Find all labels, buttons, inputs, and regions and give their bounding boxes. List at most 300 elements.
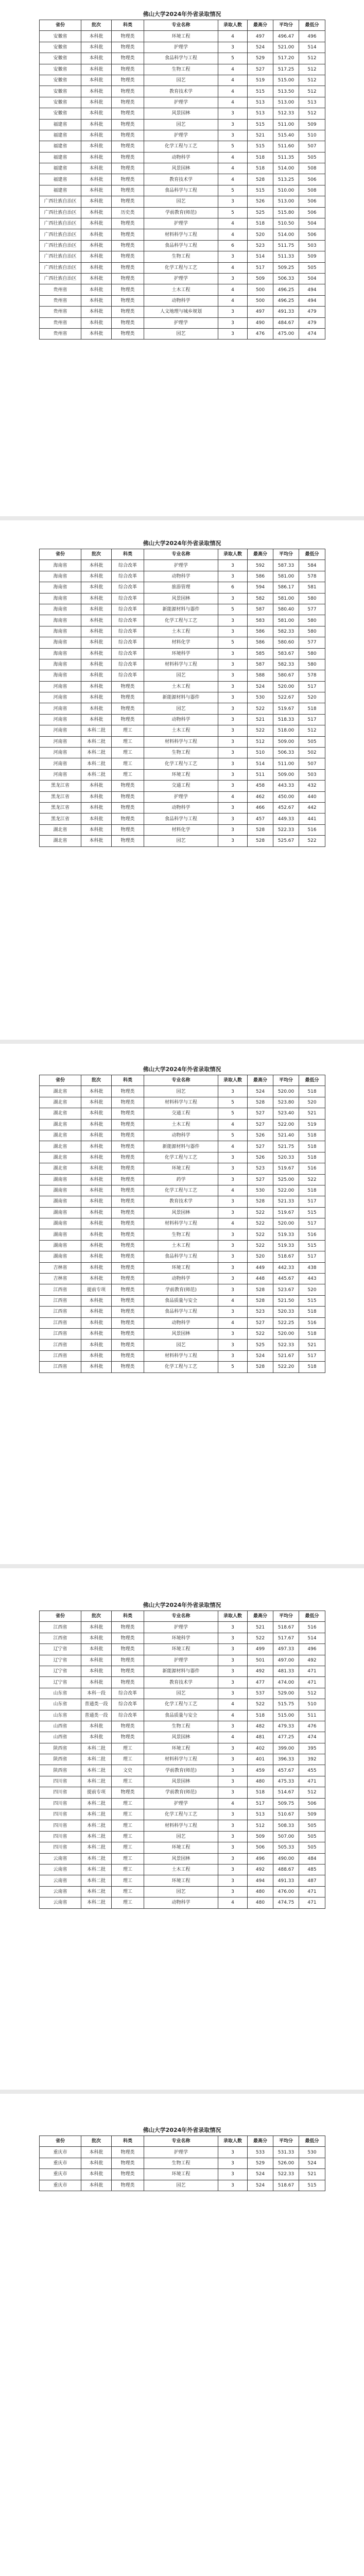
cell-province: 广西壮族自治区 <box>40 251 81 262</box>
cell-batch: 本科批 <box>81 1130 112 1141</box>
cell-subject-category: 理工 <box>112 1809 144 1820</box>
cell-avg-score: 515.00 <box>273 1710 299 1721</box>
cell-province: 河南省 <box>40 736 81 747</box>
cell-avg-score: 521.40 <box>273 1130 299 1141</box>
cell-province: 湖北省 <box>40 1108 81 1119</box>
table-row <box>40 1362 325 1372</box>
cell-batch: 本科二批 <box>81 1809 112 1820</box>
cell-min-score: 510 <box>299 130 325 141</box>
cell-admitted-count: 4 <box>218 75 248 86</box>
cell-province: 湖北省 <box>40 1119 81 1130</box>
table-row <box>40 295 325 306</box>
cell-max-score: 500 <box>248 284 273 295</box>
cell-avg-score: 399.00 <box>273 1743 299 1754</box>
cell-province: 江西省 <box>40 1622 81 1633</box>
cell-batch: 提前专项 <box>81 1284 112 1295</box>
cell-min-score: 507 <box>299 758 325 769</box>
cell-max-score: 515 <box>248 119 273 130</box>
cell-subject-category: 物理类 <box>112 1666 144 1676</box>
cell-admitted-count: 3 <box>218 1086 248 1097</box>
cell-subject-category: 综合改革 <box>112 1699 144 1710</box>
cell-admitted-count: 3 <box>218 1274 248 1284</box>
cell-batch: 本科批 <box>81 1163 112 1174</box>
header-subject-category: 科类 <box>112 1611 144 1622</box>
cell-major-name: 材料化学 <box>144 637 218 648</box>
cell-batch: 本科二批 <box>81 1864 112 1875</box>
table-row <box>40 814 325 824</box>
cell-subject-category: 物理类 <box>112 64 144 75</box>
table-row <box>40 1776 325 1787</box>
cell-min-score: 506 <box>299 174 325 185</box>
cell-subject-category: 综合改革 <box>112 604 144 615</box>
cell-min-score: 432 <box>299 781 325 791</box>
table-row <box>40 119 325 130</box>
cell-major-name: 环境工程 <box>144 1743 218 1754</box>
cell-batch: 本科二批 <box>81 1820 112 1831</box>
cell-admitted-count: 3 <box>218 692 248 703</box>
cell-min-score: 580 <box>299 593 325 604</box>
cell-subject-category: 理工 <box>112 1897 144 1908</box>
cell-avg-score: 515.40 <box>273 130 299 141</box>
cell-batch: 本科批 <box>81 1141 112 1152</box>
table-row <box>40 1853 325 1864</box>
cell-province: 吉林省 <box>40 1274 81 1284</box>
cell-admitted-count: 6 <box>218 240 248 251</box>
cell-min-score: 512 <box>299 64 325 75</box>
cell-major-name: 化学工程与工艺 <box>144 262 218 273</box>
cell-min-score: 512 <box>299 725 325 736</box>
cell-admitted-count: 3 <box>218 130 248 141</box>
cell-admitted-count: 4 <box>218 295 248 306</box>
cell-province: 辽宁省 <box>40 1677 81 1688</box>
cell-province: 贵州省 <box>40 295 81 306</box>
cell-province: 安徽省 <box>40 97 81 108</box>
cell-batch: 本科批 <box>81 196 112 207</box>
header-major-name: 专业名称 <box>144 1075 218 1086</box>
cell-batch: 本科批 <box>81 593 112 604</box>
cell-subject-category: 综合改革 <box>112 582 144 593</box>
header-subject-category: 科类 <box>112 2136 144 2147</box>
cell-avg-score: 506.33 <box>273 748 299 758</box>
page-4 <box>39 1600 325 1909</box>
cell-max-score: 458 <box>248 781 273 791</box>
cell-batch: 本科二批 <box>81 725 112 736</box>
cell-min-score: 517 <box>299 714 325 725</box>
page-divider <box>0 516 364 520</box>
table-row <box>40 615 325 626</box>
cell-avg-score: 496.25 <box>273 295 299 306</box>
cell-batch: 本科二批 <box>81 1842 112 1853</box>
cell-min-score: 516 <box>299 1229 325 1240</box>
cell-admitted-count: 4 <box>218 1732 248 1743</box>
table-row <box>40 152 325 163</box>
cell-avg-score: 396.33 <box>273 1754 299 1765</box>
cell-subject-category: 物理类 <box>112 836 144 846</box>
cell-major-name: 土木工程 <box>144 1864 218 1875</box>
cell-min-score: 442 <box>299 802 325 813</box>
cell-max-score: 515 <box>248 141 273 152</box>
table-row <box>40 1886 325 1897</box>
cell-major-name: 动物科学 <box>144 1130 218 1141</box>
cell-admitted-count: 4 <box>218 284 248 295</box>
header-province: 省份 <box>40 20 81 31</box>
table-row <box>40 328 325 339</box>
cell-avg-score: 457.67 <box>273 1765 299 1776</box>
cell-min-score: 577 <box>299 637 325 648</box>
table-row <box>40 670 325 681</box>
cell-admitted-count: 5 <box>218 53 248 64</box>
table-row <box>40 174 325 185</box>
cell-subject-category: 物理类 <box>112 824 144 835</box>
cell-batch: 本科批 <box>81 1362 112 1372</box>
cell-min-score: 502 <box>299 748 325 758</box>
cell-subject-category: 物理类 <box>112 1295 144 1306</box>
table-row <box>40 1798 325 1809</box>
page-title: 佛山大学2024年外省录取情况 <box>143 1602 221 1608</box>
header-subject-category: 科类 <box>112 20 144 31</box>
cell-avg-score: 511.60 <box>273 141 299 152</box>
cell-batch: 本科批 <box>81 1622 112 1633</box>
cell-province: 湖北省 <box>40 1141 81 1152</box>
cell-min-score: 508 <box>299 185 325 196</box>
cell-province: 海南省 <box>40 571 81 582</box>
cell-province: 广西壮族自治区 <box>40 262 81 273</box>
table-row <box>40 1295 325 1306</box>
cell-major-name: 生物工程 <box>144 2158 218 2168</box>
cell-admitted-count: 4 <box>218 152 248 163</box>
cell-subject-category: 理工 <box>112 1886 144 1897</box>
cell-min-score: 506 <box>299 229 325 240</box>
cell-major-name: 园艺 <box>144 75 218 86</box>
cell-admitted-count: 4 <box>218 1218 248 1229</box>
admission-table <box>39 549 325 847</box>
cell-min-score: 505 <box>299 736 325 747</box>
cell-max-score: 512 <box>248 1820 273 1831</box>
cell-max-score: 586 <box>248 571 273 582</box>
cell-subject-category: 物理类 <box>112 273 144 284</box>
cell-max-score: 449 <box>248 1262 273 1273</box>
cell-batch: 本科批 <box>81 2158 112 2168</box>
cell-min-score: 580 <box>299 648 325 659</box>
cell-avg-score: 510.67 <box>273 1809 299 1820</box>
cell-admitted-count: 5 <box>218 1097 248 1108</box>
cell-major-name: 环境工程 <box>144 1875 218 1886</box>
table-row <box>40 64 325 75</box>
cell-subject-category: 物理类 <box>112 75 144 86</box>
cell-admitted-count: 5 <box>218 141 248 152</box>
cell-province: 广西壮族自治区 <box>40 207 81 218</box>
cell-avg-score: 523.67 <box>273 1284 299 1295</box>
cell-avg-score: 522.20 <box>273 1362 299 1372</box>
cell-province: 海南省 <box>40 593 81 604</box>
table-row <box>40 1185 325 1196</box>
cell-admitted-count: 3 <box>218 1152 248 1163</box>
table-row <box>40 560 325 571</box>
cell-major-name: 食品科学与工程 <box>144 240 218 251</box>
cell-avg-score: 477.25 <box>273 1732 299 1743</box>
header-avg-score: 平均分 <box>273 1611 299 1622</box>
cell-province: 四川省 <box>40 1776 81 1787</box>
cell-major-name: 教育技术学 <box>144 1677 218 1688</box>
cell-batch: 本科批 <box>81 218 112 229</box>
cell-province: 黑龙江省 <box>40 781 81 791</box>
cell-province: 吉林省 <box>40 1262 81 1273</box>
cell-max-score: 528 <box>248 1284 273 1295</box>
page-5 <box>39 2125 325 2191</box>
cell-batch: 本科批 <box>81 1644 112 1655</box>
cell-major-name: 动物科学 <box>144 1274 218 1284</box>
cell-avg-score: 581.00 <box>273 593 299 604</box>
cell-subject-category: 物理类 <box>112 262 144 273</box>
cell-province: 黑龙江省 <box>40 791 81 802</box>
cell-major-name: 园艺 <box>144 670 218 681</box>
table-row <box>40 571 325 582</box>
cell-admitted-count: 3 <box>218 1655 248 1666</box>
cell-min-score: 518 <box>299 1152 325 1163</box>
cell-major-name: 园艺 <box>144 1831 218 1842</box>
table-row <box>40 2169 325 2180</box>
cell-max-score: 497 <box>248 307 273 317</box>
cell-admitted-count: 4 <box>218 1185 248 1196</box>
header-max-score: 最高分 <box>248 549 273 560</box>
table-row <box>40 1163 325 1174</box>
cell-max-score: 592 <box>248 560 273 571</box>
header-batch: 批次 <box>81 20 112 31</box>
table-row <box>40 1864 325 1875</box>
cell-major-name: 风景园林 <box>144 1853 218 1864</box>
cell-batch: 本科批 <box>81 1655 112 1666</box>
cell-major-name: 动物科学 <box>144 1897 218 1908</box>
cell-major-name: 动物科学 <box>144 714 218 725</box>
cell-major-name: 环境科学 <box>144 1633 218 1643</box>
cell-major-name: 动物科学 <box>144 802 218 813</box>
cell-avg-score: 513.50 <box>273 86 299 97</box>
cell-province: 河南省 <box>40 681 81 692</box>
cell-major-name: 材料科学与工程 <box>144 659 218 670</box>
cell-major-name: 食品科学与工程 <box>144 1307 218 1317</box>
cell-min-score: 471 <box>299 1666 325 1676</box>
cell-province: 贵州省 <box>40 307 81 317</box>
cell-avg-score: 580.40 <box>273 604 299 615</box>
cell-max-score: 513 <box>248 97 273 108</box>
cell-max-score: 457 <box>248 814 273 824</box>
cell-batch: 本科二批 <box>81 1875 112 1886</box>
cell-subject-category: 理工 <box>112 748 144 758</box>
cell-batch: 本科二批 <box>81 1831 112 1842</box>
cell-max-score: 520 <box>248 1251 273 1262</box>
cell-avg-score: 520.00 <box>273 1086 299 1097</box>
table-row <box>40 1699 325 1710</box>
cell-avg-score: 522.33 <box>273 1340 299 1350</box>
cell-min-score: 508 <box>299 163 325 174</box>
header-batch: 批次 <box>81 2136 112 2147</box>
cell-admitted-count: 3 <box>218 1240 248 1251</box>
header-major-name: 专业名称 <box>144 549 218 560</box>
cell-avg-score: 491.33 <box>273 307 299 317</box>
cell-min-score: 514 <box>299 42 325 53</box>
cell-min-score: 441 <box>299 814 325 824</box>
cell-avg-score: 506.33 <box>273 273 299 284</box>
cell-avg-score: 443.33 <box>273 781 299 791</box>
cell-admitted-count: 3 <box>218 659 248 670</box>
cell-admitted-count: 3 <box>218 1350 248 1361</box>
cell-max-score: 501 <box>248 1655 273 1666</box>
cell-avg-score: 521.00 <box>273 42 299 53</box>
table-row <box>40 748 325 758</box>
cell-min-score: 505 <box>299 262 325 273</box>
cell-max-score: 526 <box>248 1130 273 1141</box>
table-row <box>40 1086 325 1097</box>
cell-subject-category: 物理类 <box>112 97 144 108</box>
table-row <box>40 791 325 802</box>
cell-major-name: 风景园林 <box>144 1328 218 1339</box>
cell-province: 福建省 <box>40 163 81 174</box>
cell-admitted-count: 3 <box>218 1820 248 1831</box>
cell-min-score: 518 <box>299 1141 325 1152</box>
cell-subject-category: 物理类 <box>112 2169 144 2180</box>
cell-province: 湖北省 <box>40 836 81 846</box>
cell-major-name: 园艺 <box>144 119 218 130</box>
cell-avg-score: 474.00 <box>273 1677 299 1688</box>
admission-table <box>39 2136 325 2191</box>
cell-subject-category: 物理类 <box>112 1732 144 1743</box>
cell-avg-score: 523.80 <box>273 1097 299 1108</box>
cell-max-score: 514 <box>248 251 273 262</box>
cell-min-score: 504 <box>299 273 325 284</box>
cell-avg-score: 509.25 <box>273 262 299 273</box>
cell-admitted-count: 3 <box>218 1163 248 1174</box>
cell-subject-category: 理工 <box>112 1831 144 1842</box>
cell-batch: 本科批 <box>81 240 112 251</box>
cell-admitted-count: 3 <box>218 714 248 725</box>
table-header-row <box>40 1075 325 1086</box>
cell-major-name: 护理学 <box>144 218 218 229</box>
cell-batch: 普通类一段 <box>81 1699 112 1710</box>
table-row <box>40 725 325 736</box>
cell-major-name: 化学工程与工艺 <box>144 1699 218 1710</box>
cell-avg-score: 513.25 <box>273 174 299 185</box>
header-avg-score: 平均分 <box>273 20 299 31</box>
cell-admitted-count: 3 <box>218 1787 248 1798</box>
cell-avg-score: 520.33 <box>273 1152 299 1163</box>
header-min-score: 最低分 <box>299 2136 325 2147</box>
cell-batch: 本科批 <box>81 1262 112 1273</box>
cell-max-score: 506 <box>248 1842 273 1853</box>
page-title: 佛山大学2024年外省录取情况 <box>143 11 221 18</box>
cell-admitted-count: 4 <box>218 1295 248 1306</box>
cell-province: 云南省 <box>40 1875 81 1886</box>
header-province: 省份 <box>40 549 81 560</box>
cell-subject-category: 理工 <box>112 1853 144 1864</box>
page-divider <box>0 2090 364 2094</box>
cell-batch: 提前专项 <box>81 1787 112 1798</box>
cell-max-score: 586 <box>248 637 273 648</box>
cell-admitted-count: 4 <box>218 163 248 174</box>
cell-province: 江西省 <box>40 1633 81 1643</box>
cell-province: 湖北省 <box>40 1163 81 1174</box>
cell-major-name: 食品科学与工程 <box>144 1251 218 1262</box>
cell-max-score: 482 <box>248 1721 273 1732</box>
table-row <box>40 1218 325 1229</box>
cell-min-score: 505 <box>299 1831 325 1842</box>
cell-province: 河南省 <box>40 725 81 736</box>
table-row <box>40 196 325 207</box>
cell-admitted-count: 3 <box>218 571 248 582</box>
cell-min-score: 494 <box>299 295 325 306</box>
cell-subject-category: 理工 <box>112 1820 144 1831</box>
cell-min-score: 455 <box>299 1765 325 1776</box>
cell-min-score: 520 <box>299 692 325 703</box>
cell-batch: 本科批 <box>81 659 112 670</box>
cell-province: 海南省 <box>40 582 81 593</box>
header-province: 省份 <box>40 1611 81 1622</box>
cell-min-score: 515 <box>299 1207 325 1218</box>
cell-admitted-count: 3 <box>218 670 248 681</box>
table-row <box>40 758 325 769</box>
cell-major-name: 材料科学与工程 <box>144 1097 218 1108</box>
cell-admitted-count: 4 <box>218 31 248 42</box>
table-row <box>40 1240 325 1251</box>
cell-avg-score: 514.67 <box>273 1787 299 1798</box>
cell-admitted-count: 3 <box>218 1251 248 1262</box>
cell-max-score: 522 <box>248 703 273 714</box>
cell-subject-category: 物理类 <box>112 1141 144 1152</box>
cell-max-score: 522 <box>248 1229 273 1240</box>
cell-major-name: 护理学 <box>144 1798 218 1809</box>
cell-admitted-count: 3 <box>218 307 248 317</box>
cell-admitted-count: 3 <box>218 2158 248 2168</box>
table-row <box>40 284 325 295</box>
cell-province: 安徽省 <box>40 108 81 119</box>
cell-major-name: 动物科学 <box>144 571 218 582</box>
table-row <box>40 42 325 53</box>
cell-batch: 本科批 <box>81 1174 112 1185</box>
cell-batch: 本科批 <box>81 207 112 218</box>
table-row <box>40 1732 325 1743</box>
table-row <box>40 240 325 251</box>
cell-province: 江西省 <box>40 1362 81 1372</box>
cell-admitted-count: 3 <box>218 681 248 692</box>
cell-avg-score: 583.67 <box>273 648 299 659</box>
cell-admitted-count: 3 <box>218 1776 248 1787</box>
cell-min-score: 516 <box>299 1163 325 1174</box>
cell-admitted-count: 3 <box>218 758 248 769</box>
cell-subject-category: 物理类 <box>112 218 144 229</box>
cell-major-name: 生物工程 <box>144 1721 218 1732</box>
cell-min-score: 479 <box>299 307 325 317</box>
cell-subject-category: 物理类 <box>112 2158 144 2168</box>
cell-min-score: 505 <box>299 1820 325 1831</box>
cell-max-score: 511 <box>248 769 273 780</box>
cell-max-score: 481 <box>248 1732 273 1743</box>
cell-province: 云南省 <box>40 1853 81 1864</box>
cell-max-score: 526 <box>248 1152 273 1163</box>
cell-admitted-count: 3 <box>218 703 248 714</box>
cell-max-score: 520 <box>248 229 273 240</box>
cell-major-name: 食品质量与安全 <box>144 1710 218 1721</box>
cell-max-score: 527 <box>248 1108 273 1119</box>
cell-min-score: 438 <box>299 1262 325 1273</box>
cell-max-score: 530 <box>248 1185 273 1196</box>
table-row <box>40 1229 325 1240</box>
cell-major-name: 环境工程 <box>144 31 218 42</box>
cell-admitted-count: 3 <box>218 824 248 835</box>
cell-min-score: 521 <box>299 2169 325 2180</box>
admission-table <box>39 1075 325 1373</box>
table-row <box>40 130 325 141</box>
cell-admitted-count: 4 <box>218 262 248 273</box>
cell-avg-score: 497.33 <box>273 1644 299 1655</box>
